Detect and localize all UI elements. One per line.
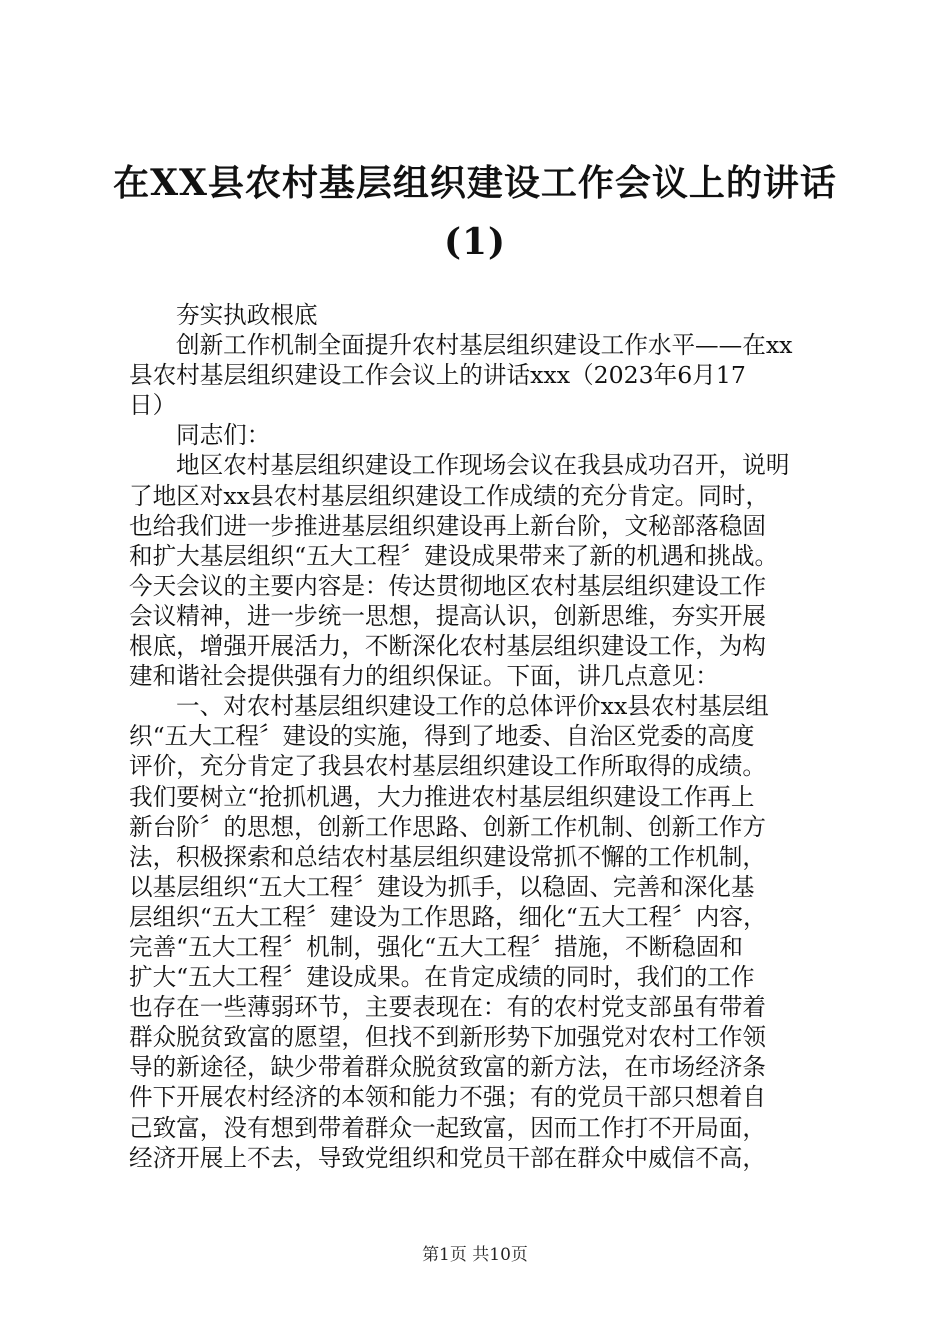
- text-line: 了地区对xx县农村基层组织建设工作成绩的充分肯定。同时，: [129, 481, 770, 510]
- text-line: 县农村基层组织建设工作会议上的讲话xxx（2023年6月17: [129, 361, 746, 390]
- text-line: 会议精神，进一步统一思想，提高认识，创新思维，夯实开展: [129, 601, 767, 630]
- document-title: 在XX县农村基层组织建设工作会议上的讲话: [113, 162, 837, 204]
- text-line: 层组织“五大工程〞建设为工作思路，细化“五大工程〞内容，: [129, 902, 767, 931]
- text-line: 群众脱贫致富的愿望，但找不到新形势下加强党对农村工作领: [129, 1023, 767, 1052]
- text-line: 导的新途径，缺少带着群众脱贫致富的新方法，在市场经济条: [129, 1053, 767, 1082]
- text-line: 完善“五大工程〞机制，强化“五大工程〞措施，不断稳固和: [129, 932, 743, 961]
- text-line: 扩大“五大工程〞建设成果。在肯定成绩的同时，我们的工作: [129, 963, 755, 992]
- text-line: 今天会议的主要内容是：传达贯彻地区农村基层组织建设工作: [129, 571, 767, 600]
- text-line: 根底，增强开展活力，不断深化农村基层组织建设工作，为构: [129, 632, 767, 661]
- text-line: 一、对农村基层组织建设工作的总体评价xx县农村基层组: [176, 692, 769, 721]
- text-line: 夯实执政根底: [176, 301, 318, 329]
- text-line: 也给我们进一步推进基层组织建设再上新台阶，文秘部落稳固: [129, 511, 767, 540]
- text-line: 创新工作机制全面提升农村基层组织建设工作水平——在xx: [176, 331, 793, 360]
- document-body: [129, 300, 829, 1173]
- text-line: 我们要树立“抢抓机遇，大力推进农村基层组织建设工作再上: [129, 782, 755, 811]
- text-line: 己致富，没有想到带着群众一起致富，因而工作打不开局面，: [129, 1113, 767, 1142]
- document-title-suffix: (1): [443, 221, 507, 263]
- text-line: 和扩大基层组织“五大工程〞建设成果带来了新的机遇和挑战。: [129, 541, 779, 570]
- text-line: 经济开展上不去，导致党组织和党员干部在群众中威信不高，: [129, 1143, 767, 1172]
- text-line: 评价，充分肯定了我县农村基层组织建设工作所取得的成绩。: [129, 752, 767, 781]
- text-line: 地区农村基层组织建设工作现场会议在我县成功召开，说明: [176, 451, 790, 480]
- text-line: 日）: [129, 391, 177, 420]
- text-line: 新台阶〞的思想，创新工作思路、创新工作机制、创新工作方: [129, 812, 767, 841]
- text-line: 件下开展农村经济的本领和能力不强；有的党员干部只想着自: [129, 1083, 767, 1112]
- page-footer: 第1页 共10页: [422, 1245, 528, 1265]
- text-line: 织“五大工程〞建设的实施，得到了地委、自治区党委的高度: [129, 722, 755, 751]
- text-line: 法，积极探索和总结农村基层组织建设常抓不懈的工作机制，: [129, 842, 767, 871]
- text-line: 也存在一些薄弱环节，主要表现在：有的农村党支部虽有带着: [129, 993, 767, 1022]
- text-line: 以基层组织“五大工程〞建设为抓手，以稳固、完善和深化基: [129, 872, 755, 901]
- text-line: 建和谐社会提供强有力的组织保证。下面，讲几点意见：: [129, 662, 719, 691]
- text-line: 同志们：: [176, 421, 271, 450]
